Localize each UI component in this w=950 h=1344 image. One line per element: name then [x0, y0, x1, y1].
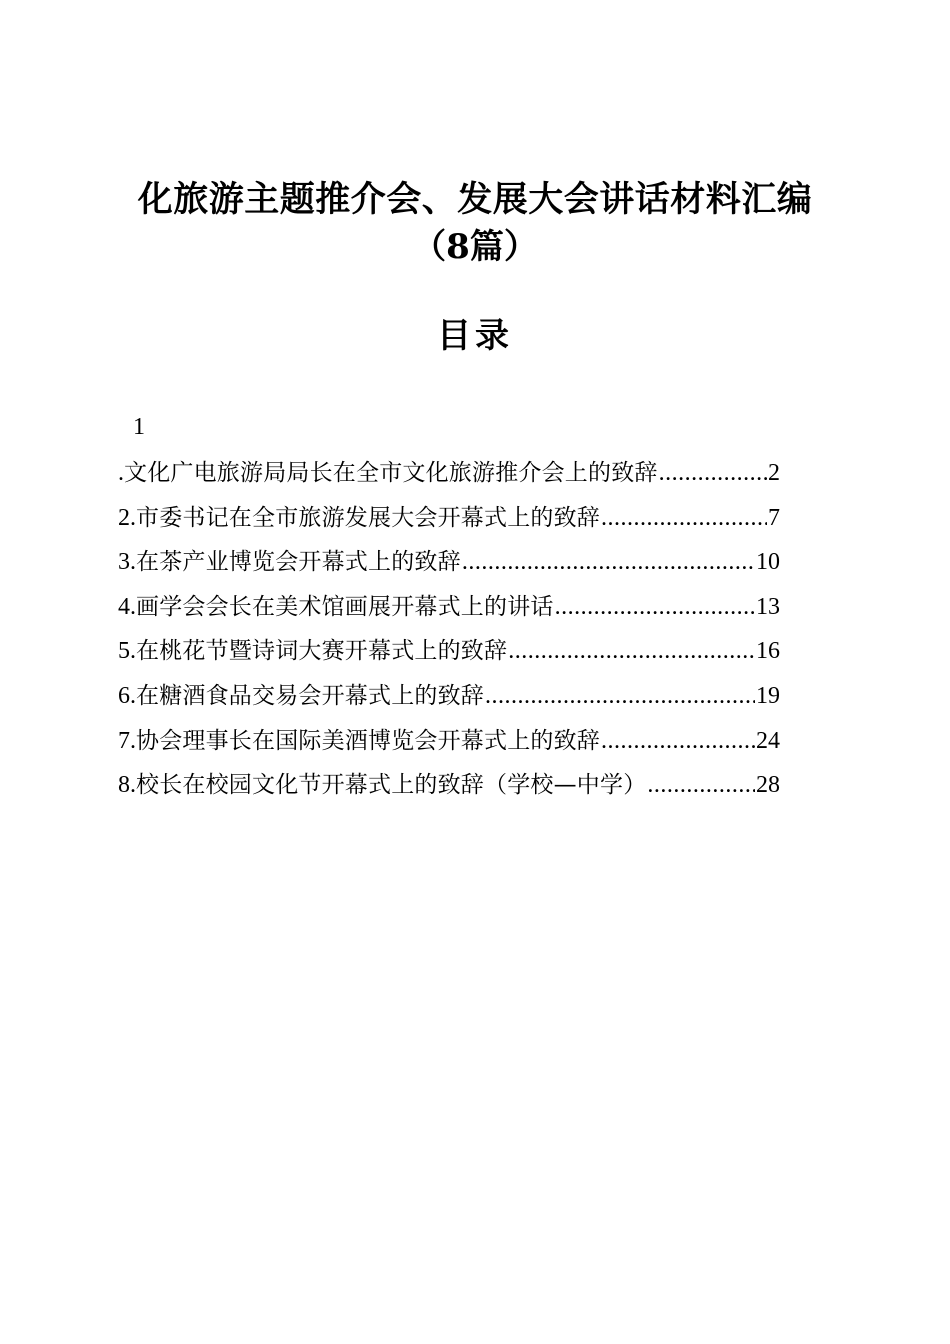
dot-leader: [508, 631, 755, 671]
toc-entry-number: 5.: [118, 638, 136, 665]
dot-leader: [659, 453, 767, 493]
toc-entry-2[interactable]: [118, 498, 780, 543]
toc-entry-page: 7: [768, 504, 780, 531]
dot-leader: [601, 498, 767, 538]
toc-entry-page: 24: [756, 727, 780, 754]
toc-entry-page: 2: [768, 460, 780, 486]
toc-heading: 目录: [437, 316, 513, 356]
toc-entry-number: 6.: [118, 682, 136, 709]
toc-entry-page: 16: [756, 638, 780, 665]
dot-leader: [555, 587, 755, 627]
toc-entry-page: 10: [756, 549, 780, 576]
toc-entry-title: 画学会会长在美术馆画展开幕式上的讲话: [136, 593, 554, 620]
toc-entry-title: 协会理事长在国际美酒博览会开幕式上的致辞: [136, 727, 600, 754]
table-of-contents: [118, 453, 780, 810]
dot-leader: [601, 721, 755, 761]
toc-entry-title: 在桃花节暨诗词大赛开幕式上的致辞: [136, 638, 508, 665]
toc-entry-5[interactable]: [118, 631, 780, 676]
toc-entry-number: .: [118, 460, 124, 486]
toc-entry-page: 28: [756, 772, 780, 799]
toc-entry-number: 2.: [118, 504, 136, 531]
toc-entry-title: 市委书记在全市旅游发展大会开幕式上的致辞: [136, 504, 600, 531]
toc-entry-title: 在糖酒食品交易会开幕式上的致辞: [136, 682, 484, 709]
toc-entry-number: 4.: [118, 593, 136, 620]
toc-entry-6[interactable]: [118, 676, 780, 721]
toc-entry-number: 8.: [118, 772, 136, 799]
toc-entry-number: 3.: [118, 549, 136, 576]
toc-entry-title: 在茶产业博览会开幕式上的致辞: [136, 549, 461, 576]
toc-entry-title: 文化广电旅游局局长在全市文化旅游推介会上的致辞: [124, 460, 658, 486]
toc-first-number: 1: [133, 414, 145, 440]
toc-entry-8[interactable]: [118, 765, 780, 810]
dot-leader: [462, 542, 755, 582]
dot-leader: [647, 765, 755, 805]
toc-entry-7[interactable]: [118, 721, 780, 766]
toc-entry-title: 校长在校园文化节开幕式上的致辞（学校—中学）: [136, 772, 647, 799]
toc-entry-page: 13: [756, 593, 780, 620]
toc-entry-1[interactable]: [118, 453, 780, 498]
dot-leader: [485, 676, 755, 716]
document-title-count: （8篇）: [412, 227, 538, 267]
toc-entry-3[interactable]: [118, 542, 780, 587]
toc-entry-page: 19: [756, 682, 780, 709]
toc-entry-4[interactable]: [118, 587, 780, 632]
document-title: 化旅游主题推介会、发展大会讲话材料汇编: [137, 179, 813, 220]
toc-entry-number: 7.: [118, 727, 136, 754]
